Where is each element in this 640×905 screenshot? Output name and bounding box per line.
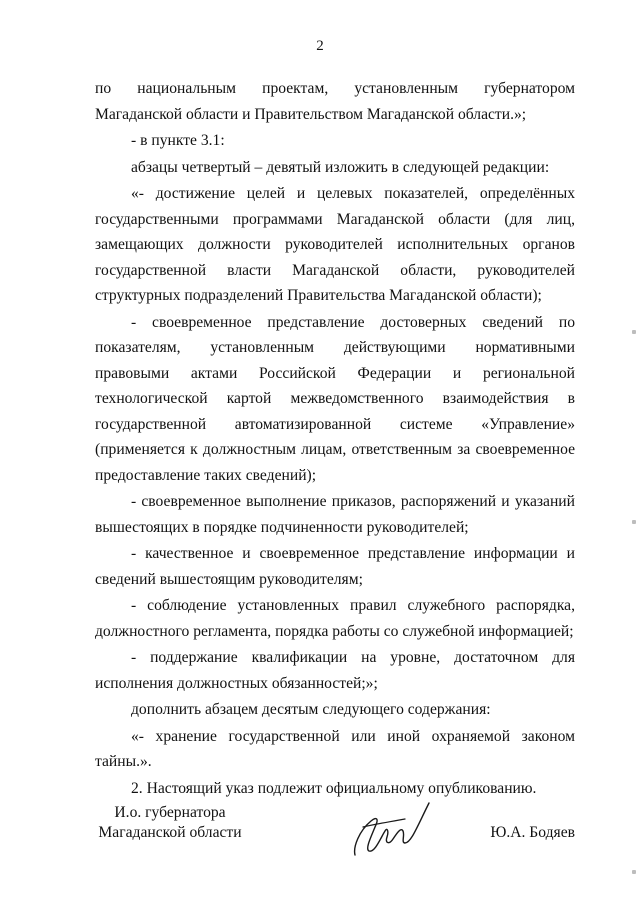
paragraph: - качественное и своевременное представление информации и сведений вышестоящим руководителям; [95, 545, 575, 588]
paragraph: абзацы четвертый – девятый изложить в следующей редакции: [131, 158, 550, 176]
paragraph: - соблюдение установленных правил служебного распорядка, должностного регламента, порядка работы со служебной информацией; [95, 597, 575, 640]
paragraph: «- достижение целей и целевых показателей, определённых государственными программами Магаданской области (для лиц, замещающих должности руководителей исполнительных органов государственной власти Магаданской области, руководителей структурных подразделений Правительства Магаданской области); [95, 185, 575, 304]
signatory-title-line2: Магаданской области [98, 824, 242, 841]
handwritten-signature [345, 797, 435, 867]
paragraph: дополнить абзацем десятым следующего содержания: [131, 701, 491, 718]
signatory-name: Ю.А. Бодяев [490, 824, 575, 841]
paragraph: «- хранение государственной или иной охраняемой законом тайны.». [95, 727, 575, 770]
margin-mark [632, 870, 636, 874]
paragraph: - своевременное представление достоверных сведений по показателям, установленным действующими нормативными правовыми актами Российской Федерации и региональной технологической картой межведомственного взаимодействия в государственной автоматизированной системе «Управление» (применяется к должностным лицам, ответственным за своевременное предоставление таких сведений); [95, 313, 575, 484]
signatory-title [95, 803, 245, 843]
paragraph: - поддержание квалификации на уровне, достаточном для исполнения должностных обязанностей;»; [95, 649, 575, 692]
document-body [95, 76, 575, 802]
page-number: 2 [316, 38, 324, 54]
margin-mark [632, 330, 636, 334]
paragraph: - своевременное выполнение приказов, распоряжений и указаний вышестоящих в порядке подчиненности руководителей; [95, 493, 575, 536]
paragraph: 2. Настоящий указ подлежит официальному опубликованию. [131, 779, 537, 797]
margin-mark [632, 520, 636, 524]
paragraph: - в пункте 3.1: [131, 132, 225, 149]
signature-block [95, 803, 575, 873]
signatory-title-line1: И.о. губернатора [114, 804, 226, 821]
paragraph: по национальным проектам, установленным губернатором Магаданской области и Правительством Магаданской области.»; [95, 80, 575, 123]
